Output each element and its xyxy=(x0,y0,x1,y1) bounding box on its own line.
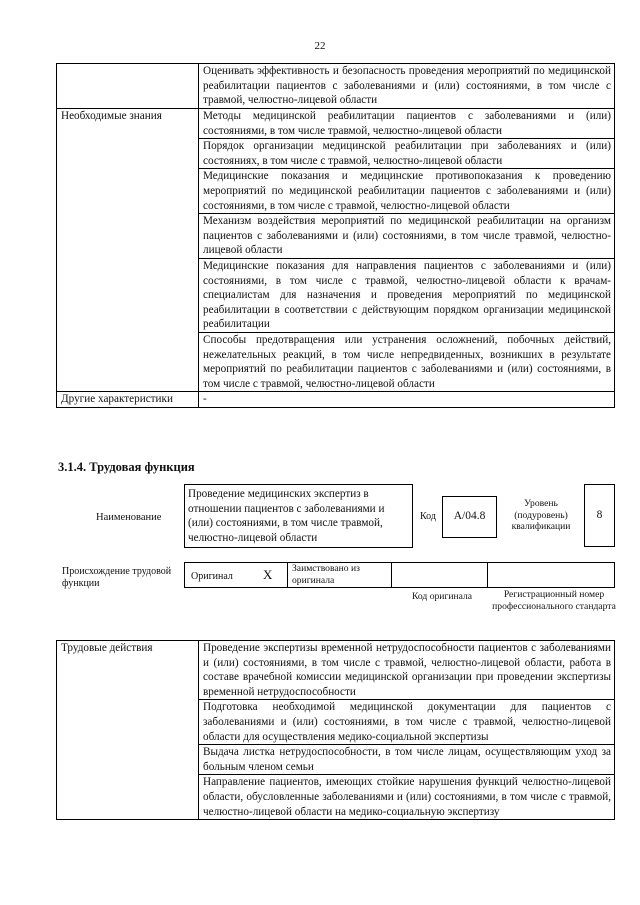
other-characteristics-label: Другие характеристики xyxy=(57,392,199,408)
origin-code-label: Код оригинала xyxy=(411,591,473,602)
table-cell: Методы медицинской реабилитации пациентов с заболеваниями и (или) состояниями, в том числе травмой, челюстно-лицевой области xyxy=(199,109,615,139)
empty-label-cell xyxy=(57,64,199,109)
table-row xyxy=(57,109,615,139)
reg-number-label: Регистрационный номер профессионального стандарта xyxy=(492,589,616,612)
labor-actions-table xyxy=(56,640,615,820)
code-value-box xyxy=(442,496,497,538)
table-cell: Способы предотвращения или устранения осложнений, побочных действий, нежелательных реакций, в том числе непредвиденных, возникших в результате мероприятий по реабилитации пациентов с заболеваниями и (или) состояниями, в том числе с травмой, челюстно-лицевой области xyxy=(199,332,615,391)
knowledge-table xyxy=(56,63,615,408)
name-value: Проведение медицинских экспертиз в отношении пациентов с заболеваниями и (или) состояниями, в том числе травмой, челюстно-лицевой области xyxy=(188,488,385,544)
page-number: 22 xyxy=(314,40,326,52)
actions-label: Трудовые действия xyxy=(57,641,199,820)
table-cell: - xyxy=(199,392,615,408)
section-title: 3.1.4. Трудовая функция xyxy=(58,460,195,474)
table-cell: Выдача листка нетрудоспособности, в том числе лицам, осуществляющим уход за больным членом семьи xyxy=(199,745,615,775)
original-mark: X xyxy=(263,567,273,582)
table-cell: Направление пациентов, имеющих стойкие нарушения функций челюстно-лицевой области, обусловленные заболеваниями и (или) состояниями, в том числе с травмой, челюстно-лицевой области на медико-социальную экспертизу xyxy=(199,775,615,820)
origin-label: Происхождение трудовой функции xyxy=(62,566,172,589)
divider xyxy=(391,562,392,588)
level-value: 8 xyxy=(596,509,603,521)
level-value-box xyxy=(584,484,615,547)
code-value: А/04.8 xyxy=(453,510,486,522)
name-value-box xyxy=(184,484,413,548)
table-row xyxy=(57,64,615,109)
table-row xyxy=(57,392,615,408)
table-cell: Медицинские показания и медицинские противопоказания к проведению мероприятий по медицинской реабилитации пациентов с заболеваниями и (или) состояниями, в том числе с травмой, челюстно-лицевой области xyxy=(199,169,615,214)
level-label: Уровень (подуровень) квалификации xyxy=(511,498,571,532)
table-cell: Механизм воздействия мероприятий по медицинской реабилитации на организм пациентов с заболеваниями и (или) состояниями, в том числе травмой, челюстно-лицевой области xyxy=(199,214,615,259)
table-cell: Порядок организации медицинской реабилитации при заболеваниях и (или) состояниях, в том числе с травмой, челюстно-лицевой области xyxy=(199,139,615,169)
name-label: Наименование xyxy=(96,512,162,523)
code-label: Код xyxy=(420,511,436,522)
original-label: Оригинал xyxy=(191,571,233,582)
table-cell: Медицинские показания для направления пациентов с заболеваниями и (или) состояниями, в том числе с травмой, челюстно-лицевой области к врачам-специалистам для назначения и проведения мероприятий по медицинской реабилитации в соответствии с действующим порядком организации медицинской реабилитации xyxy=(199,258,615,332)
divider xyxy=(487,562,488,588)
divider xyxy=(287,562,288,588)
table-cell: Проведение экспертизы временной нетрудоспособности пациентов с заболеваниями и (или) состояниями, в том числе с травмой, челюстно-лицевой области, работа в составе врачебной комиссии медицинской организации при проведении экспертизы временной нетрудоспособности xyxy=(199,641,615,700)
origin-box xyxy=(184,562,615,588)
knowledge-label: Необходимые знания xyxy=(57,109,199,392)
borrowed-label: Заимствовано из оригинала xyxy=(292,563,360,586)
table-cell: Подготовка необходимой медицинской документации для пациентов с заболеваниями и (или) состояниями, в том числе с травмой, челюстно-лицевой области для осуществления медико-социальной экспертизы xyxy=(199,700,615,745)
table-row xyxy=(57,641,615,700)
table-cell: Оценивать эффективность и безопасность проведения мероприятий по медицинской реабилитации пациентов с заболеваниями и (или) состояниями, в том числе с травмой, челюстно-лицевой области xyxy=(199,64,615,109)
